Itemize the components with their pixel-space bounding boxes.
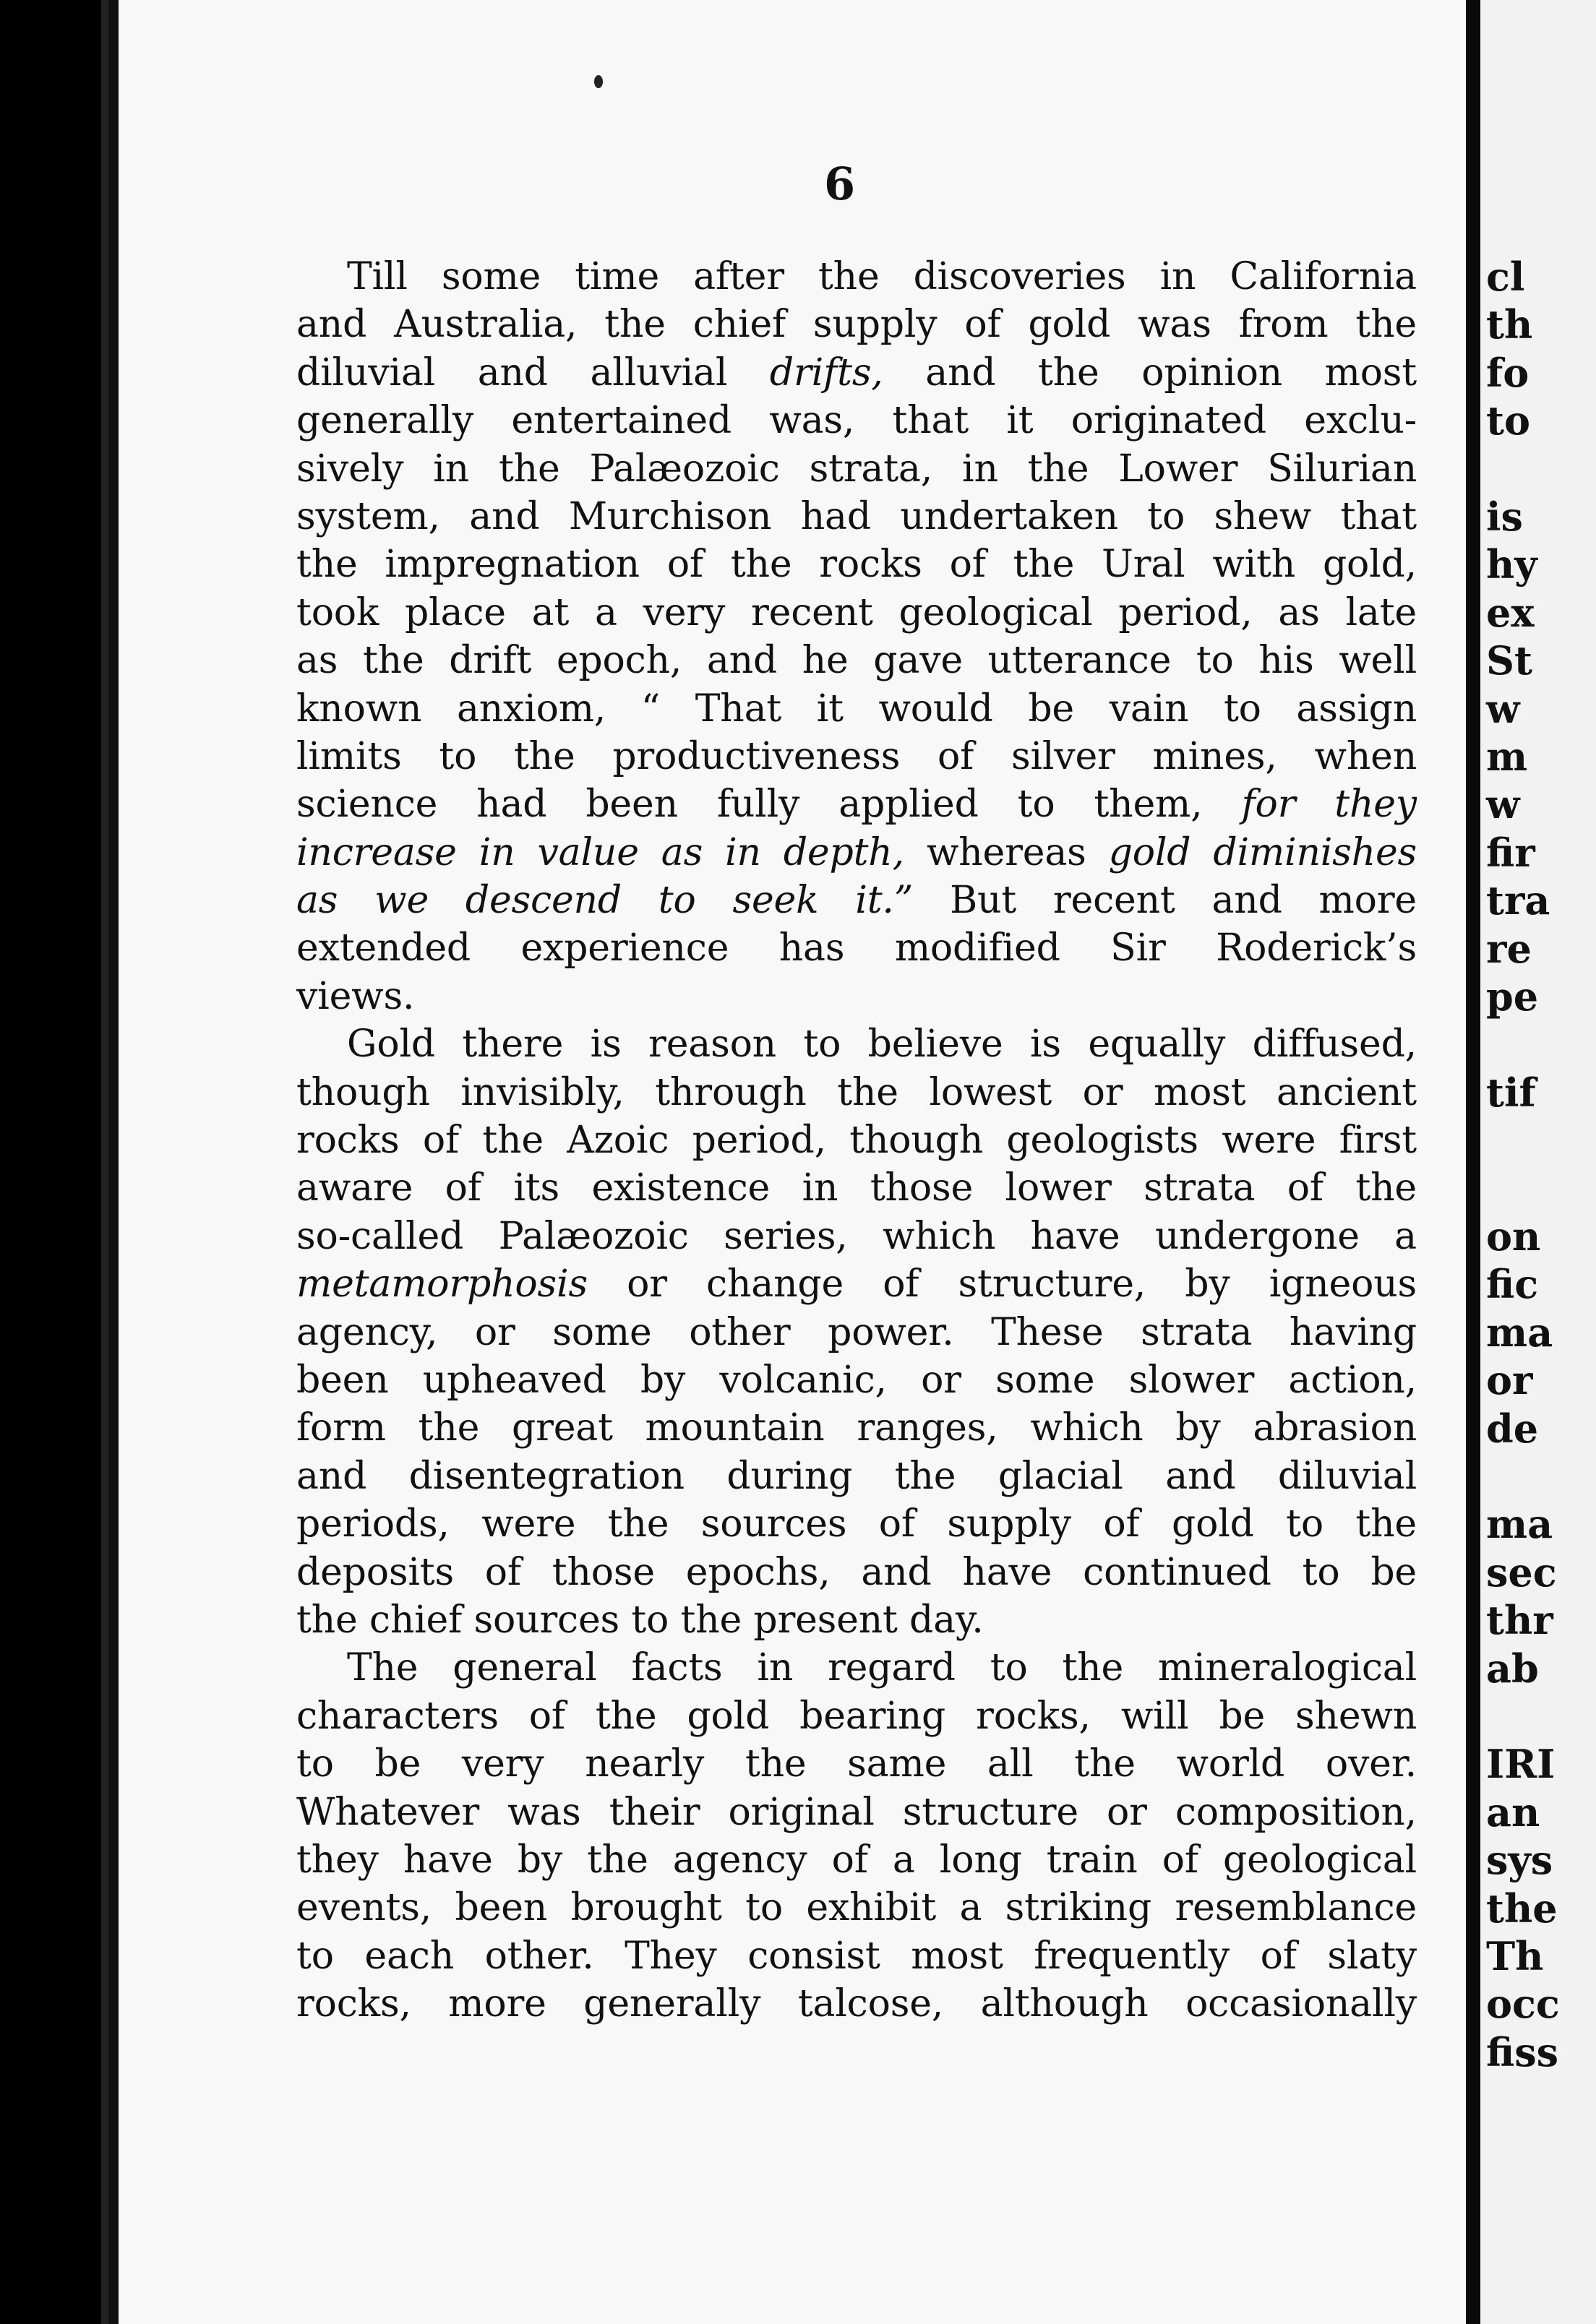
adjacent-page-text-fragment: ex <box>1486 589 1535 636</box>
adjacent-page-text-fragment: thr <box>1486 1597 1553 1644</box>
text-run: generally entertained was, that it originated exclu- <box>296 399 1417 443</box>
text-line <box>296 253 1417 301</box>
text-line <box>296 733 1417 780</box>
adjacent-page-text-fragment: re <box>1486 925 1532 972</box>
text-run: so-called Palæozoic series, which have undergone a <box>296 1214 1417 1258</box>
text-line <box>296 1356 1417 1404</box>
adjacent-page-text-fragment: fic <box>1486 1261 1539 1308</box>
text-line <box>296 685 1417 733</box>
text-run: science had been fully applied to them, <box>296 783 1242 827</box>
text-line <box>296 1069 1417 1116</box>
text-run: Till some time after the discoveries in California <box>347 255 1417 298</box>
text-line <box>296 637 1417 684</box>
adjacent-page-text-fragment: to <box>1486 397 1530 444</box>
text-run: or change of structure, by igneous <box>587 1262 1417 1307</box>
ink-speck <box>594 75 603 88</box>
text-run: known anxiom, “ That it would be vain to assign <box>296 687 1417 731</box>
text-run: system, and Murchison had undertaken to shew that <box>296 494 1417 538</box>
text-run: to each other. They consist most frequently of slaty <box>296 1934 1417 1978</box>
text-run: form the great mountain ranges, which by abrasion <box>296 1406 1417 1450</box>
adjacent-page-text-fragment: IRI <box>1486 1741 1556 1788</box>
adjacent-page-text-fragment: w <box>1486 685 1520 732</box>
text-line <box>296 1500 1417 1548</box>
text-line <box>296 973 1417 1020</box>
adjacent-page-text-fragment: fir <box>1486 829 1535 876</box>
paragraph <box>296 1020 1417 1644</box>
adjacent-page-text-fragment: ma <box>1486 1501 1553 1548</box>
page-body-text <box>296 253 1417 2028</box>
text-run: diluvial and alluvial <box>296 350 770 395</box>
text-line <box>296 445 1417 493</box>
italic-text: drifts, <box>769 350 883 395</box>
adjacent-page-text-fragment: th <box>1486 301 1533 348</box>
text-run: limits to the productiveness of silver mines, when <box>296 734 1417 778</box>
text-run: rocks, more generally talcose, although occasionally <box>296 1982 1417 2026</box>
text-line <box>296 1116 1417 1164</box>
text-run: as the drift epoch, and he gave utterance to his well <box>296 639 1417 683</box>
adjacent-page-text-fragment: sys <box>1486 1837 1553 1884</box>
text-line <box>296 877 1417 924</box>
text-run: took place at a very recent geological period, as late <box>296 590 1417 634</box>
adjacent-page-text-fragment: ab <box>1486 1645 1539 1692</box>
adjacent-page-text-fragment: de <box>1486 1405 1539 1452</box>
adjacent-page-text-fragment: cl <box>1486 254 1525 300</box>
text-line <box>296 1549 1417 1596</box>
adjacent-page-text-fragment: St <box>1486 637 1532 684</box>
text-line <box>296 1836 1417 1884</box>
adjacent-page-text-fragment: pe <box>1486 973 1539 1020</box>
text-line <box>296 829 1417 877</box>
adjacent-page-text-fragment: occ <box>1486 1981 1560 2028</box>
adjacent-page-text-fragment: m <box>1486 733 1528 780</box>
scan-left-edge <box>0 0 72 2324</box>
text-line <box>296 301 1417 348</box>
text-run: characters of the gold bearing rocks, will be shewn <box>296 1694 1417 1738</box>
adjacent-page-text-fragment: fo <box>1486 349 1530 396</box>
text-run: Whatever was their original structure or composition, <box>296 1790 1417 1834</box>
text-line <box>296 924 1417 972</box>
page-number: 6 <box>824 158 856 210</box>
text-line <box>296 1260 1417 1308</box>
adjacent-page-text-fragment: is <box>1486 494 1523 540</box>
text-run: events, been brought to exhibit a striking resemblance <box>296 1886 1417 1930</box>
text-line <box>296 589 1417 637</box>
text-run: sively in the Palæozoic strata, in the Lower Silurian <box>296 447 1417 491</box>
adjacent-page-text-fragment: or <box>1486 1357 1533 1404</box>
page-gutter-shadow <box>1466 0 1480 2324</box>
text-run: views. <box>296 974 415 1018</box>
text-line <box>296 1740 1417 1788</box>
text-line <box>296 397 1417 444</box>
italic-text: metamorphosis <box>296 1262 588 1307</box>
text-run: the impregnation of the rocks of the Ural with gold, <box>296 543 1417 587</box>
text-run: and Australia, the chief supply of gold was from the <box>296 303 1417 347</box>
italic-text: as we descend to seek it.” <box>296 879 914 923</box>
text-line <box>296 1789 1417 1836</box>
adjacent-page-text-fragment: Th <box>1486 1933 1544 1979</box>
text-run: though invisibly, through the lowest or most ancient <box>296 1070 1417 1114</box>
adjacent-page-text-fragment: w <box>1486 781 1520 828</box>
italic-text: for they <box>1241 783 1417 827</box>
text-run: periods, were the sources of supply of gold to the <box>296 1502 1417 1546</box>
adjacent-page-text-fragment: tif <box>1486 1069 1536 1116</box>
text-run: been upheaved by volcanic, or some slower action, <box>296 1358 1417 1402</box>
text-line <box>296 349 1417 397</box>
text-line <box>296 1932 1417 1980</box>
paragraph <box>296 253 1417 1020</box>
paragraph <box>296 1644 1417 2028</box>
text-line <box>296 493 1417 541</box>
text-run: deposits of those epochs, and have continued to be <box>296 1550 1417 1594</box>
text-run: and the opinion most <box>883 350 1417 395</box>
text-run: But recent and more <box>913 879 1417 923</box>
italic-text: gold diminishes <box>1108 830 1417 874</box>
adjacent-page-text-fragment: hy <box>1486 541 1537 588</box>
text-line <box>296 1213 1417 1260</box>
adjacent-page-text-fragment: fiss <box>1486 2028 1559 2075</box>
text-line <box>296 1452 1417 1500</box>
text-run: extended experience has modified Sir Roderick’s <box>296 926 1417 971</box>
text-run: rocks of the Azoic period, though geologists were first <box>296 1119 1417 1163</box>
text-line <box>296 1980 1417 2028</box>
adjacent-page-text-fragment: tra <box>1486 877 1550 924</box>
adjacent-page-text-fragment: an <box>1486 1789 1540 1835</box>
text-line <box>296 1164 1417 1212</box>
text-run: aware of its existence in those lower strata of the <box>296 1166 1417 1210</box>
text-run: and disentegration during the glacial and diluvial <box>296 1454 1417 1498</box>
text-run: The general facts in regard to the mineralogical <box>347 1646 1417 1690</box>
text-line <box>296 541 1417 588</box>
text-line <box>296 1309 1417 1356</box>
text-run: Gold there is reason to believe is equally diffused, <box>347 1023 1417 1067</box>
italic-text: increase in value as in depth, <box>296 830 904 874</box>
text-line <box>296 1596 1417 1644</box>
text-line <box>296 1020 1417 1068</box>
text-line <box>296 780 1417 828</box>
text-run: to be very nearly the same all the world over. <box>296 1742 1417 1786</box>
text-line <box>296 1884 1417 1932</box>
text-run: they have by the agency of a long train of geological <box>296 1838 1417 1882</box>
text-line <box>296 1692 1417 1740</box>
text-line <box>296 1404 1417 1452</box>
text-line <box>296 1644 1417 1692</box>
text-run: whereas <box>904 830 1109 874</box>
adjacent-page-text-fragment: the <box>1486 1885 1558 1932</box>
text-run: agency, or some other power. These strata having <box>296 1310 1417 1354</box>
adjacent-page-edge <box>1480 0 1596 2324</box>
adjacent-page-text-fragment: ma <box>1486 1309 1553 1356</box>
adjacent-page-text-fragment: sec <box>1486 1549 1557 1596</box>
adjacent-page-text-fragment: on <box>1486 1213 1541 1260</box>
text-run: the chief sources to the present day. <box>296 1598 984 1642</box>
